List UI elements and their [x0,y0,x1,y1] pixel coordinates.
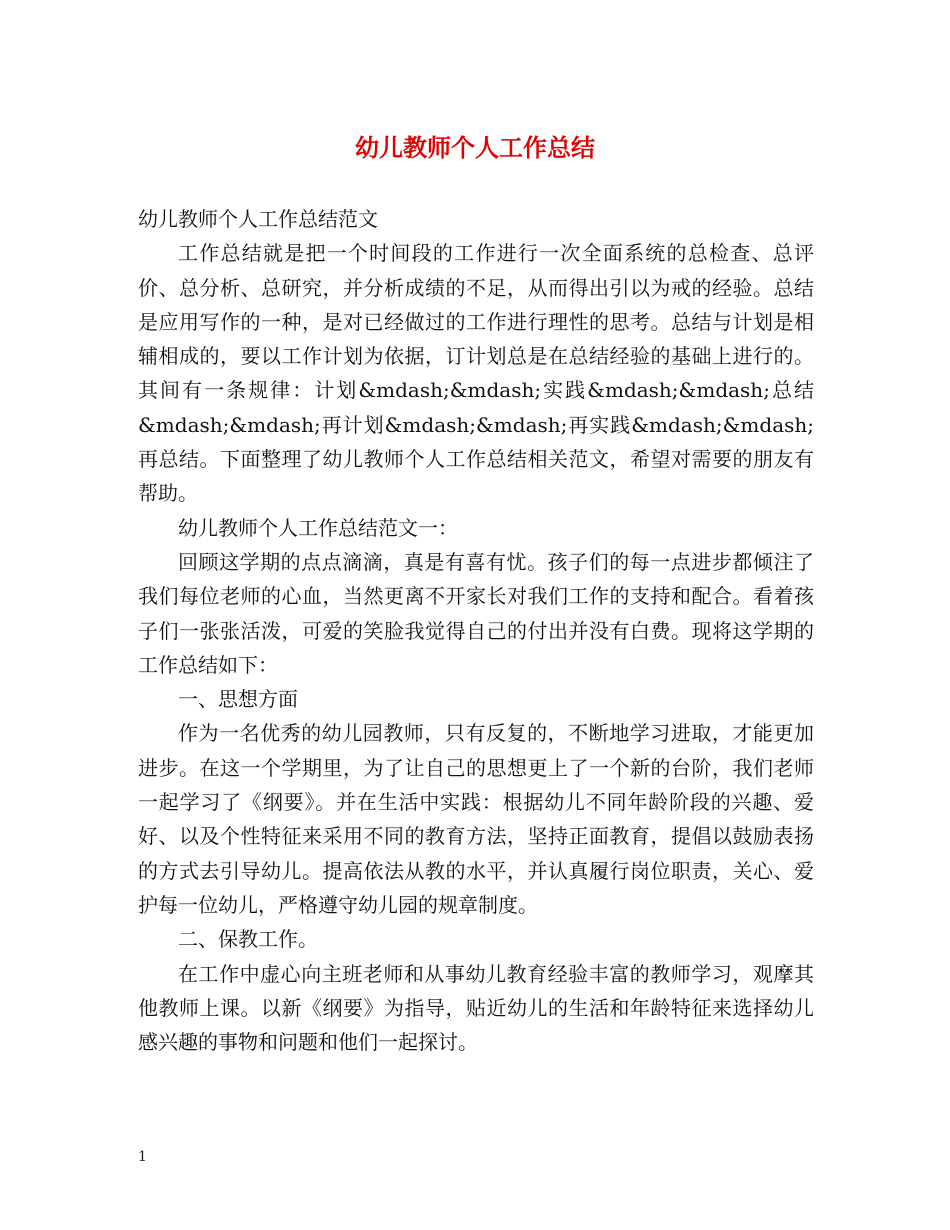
page-number: 1 [138,1149,147,1165]
thought-paragraph: 作为一名优秀的幼儿园教师，只有反复的，不断地学习进取，才能更加进步。在这一个学期里，为了让自己的思想更上了一个新的台阶，我们老师一起学习了《纲要》。并在生活中实践：根据幼儿不同年龄阶段的兴趣、爱好、以及个性特征来采用不同的教育方法，坚持正面教育，提倡以鼓励表扬的方式去引导幼儿。提高依法从教的水平，并认真履行岗位职责，关心、爱护每一位幼儿，严格遵守幼儿园的规章制度。 [138,721,814,917]
document-title: 幼儿教师个人工作总结 [355,133,595,162]
section-heading-thought: 一、思想方面 [178,687,298,712]
section-heading-care-education: 二、保教工作。 [178,927,318,952]
subtitle-paragraph: 幼儿教师个人工作总结范文 [138,207,378,231]
review-paragraph: 回顾这学期的点点滴滴，真是有喜有忧。孩子们的每一点进步都倾注了我们每位老师的心血，当然更离不开家长对我们工作的支持和配合。看着孩子们一张张活泼，可爱的笑脸我觉得自己的付出并没有白费。现将这学期的工作总结如下： [138,549,814,677]
care-education-paragraph: 在工作中虚心向主班老师和从事幼儿教育经验丰富的教师学习，观摩其他教师上课。以新《纲要》为指导，贴近幼儿的生活和年龄特征来选择幼儿感兴趣的事物和问题和他们一起探讨。 [138,961,814,1055]
intro-paragraph: 工作总结就是把一个时间段的工作进行一次全面系统的总检查、总评价、总分析、总研究，并分析成绩的不足，从而得出引以为戒的经验。总结是应用写作的一种，是对已经做过的工作进行理性的思考。总结与计划是相辅相成的，要以工作计划为依据，订计划总是在总结经验的基础上进行的。其间有一条规律：计划&mdash;&mdash;实践&mdash;&mdash;总结&mdash;&mdash;再计划&mdash;&mdash;再实践&mdash;&mdash;再总结。下面整理了幼儿教师个人工作总结相关范文，希望对需要的朋友有帮助。 [138,241,814,506]
section-heading-sample-one: 幼儿教师个人工作总结范文一： [178,515,458,540]
document-body [138,202,814,1059]
